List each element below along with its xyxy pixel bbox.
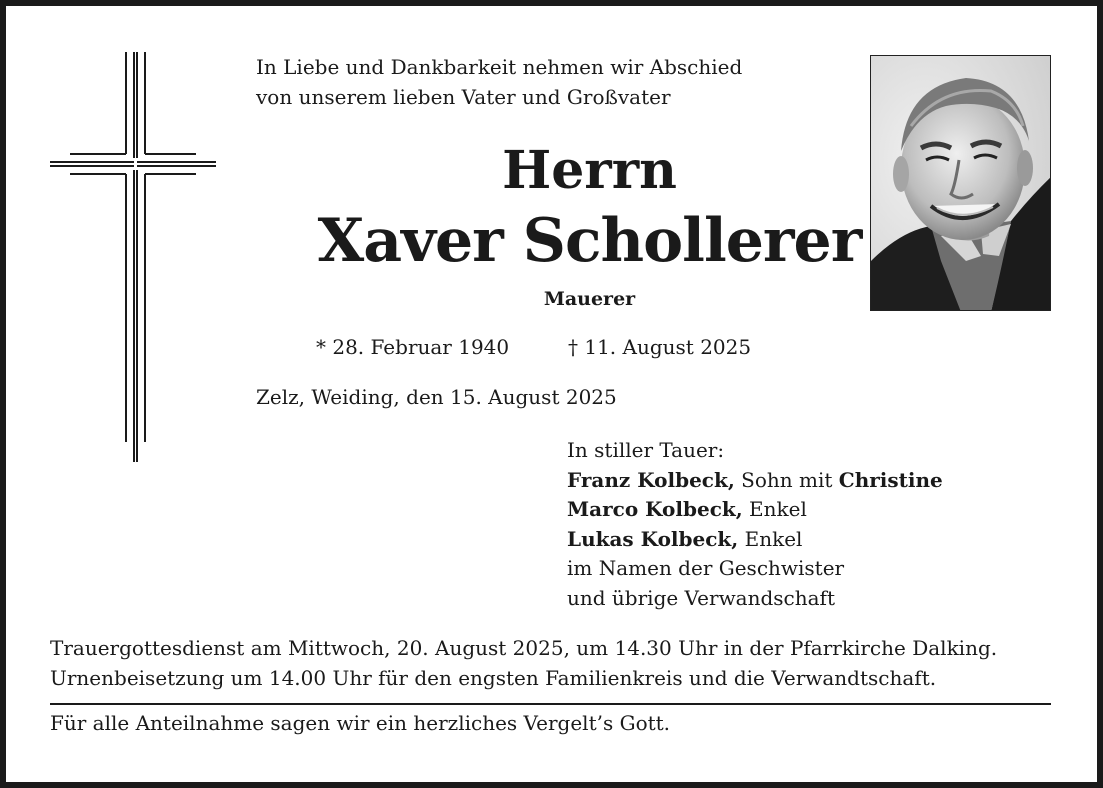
mourner-name: Lukas Kolbeck,: [567, 526, 739, 551]
mourner-relation: Enkel: [738, 526, 803, 551]
birth-date: * 28. Februar 1940: [316, 335, 510, 359]
mourners-siblings: im Namen der Geschwister: [567, 556, 845, 580]
intro-line-2: von unserem lieben Vater und Großvater: [256, 85, 671, 109]
mourners-heading: In stiller Tauer:: [567, 438, 725, 462]
portrait-photo: [870, 55, 1051, 311]
intro-line-1: In Liebe und Dankbarkeit nehmen wir Abschied: [256, 55, 743, 79]
urn-burial-line: Urnenbeisetzung um 14.00 Uhr für den engsten Familienkreis und die Verwandtschaft.: [50, 666, 937, 690]
mourner-entry: [567, 495, 943, 525]
intro-text: [256, 52, 742, 112]
mourner-entry: [567, 466, 943, 496]
thanks-line: Für alle Anteilnahme sagen wir ein herzliches Vergelt’s Gott.: [50, 711, 671, 735]
mourners-block: [567, 436, 943, 613]
divider: [50, 703, 1051, 705]
mourner-entry: [567, 525, 943, 555]
death-date: † 11. August 2025: [568, 335, 752, 359]
mourner-name: Franz Kolbeck,: [567, 467, 735, 492]
service-info: [50, 633, 997, 693]
mourners-relatives: und übrige Verwandschaft: [567, 585, 835, 610]
salutation: Herrn: [502, 140, 677, 201]
funeral-mass-line: Trauergottesdienst am Mittwoch, 20. August 2025, um 14.30 Uhr in der Pfarrkirche Dalking.: [50, 636, 998, 660]
deceased-name: Xaver Schollerer: [317, 206, 862, 276]
place-date: Zelz, Weiding, den 15. August 2025: [256, 385, 617, 409]
mourner-relation: Sohn mit: [734, 467, 839, 492]
mourner-relation: Enkel: [742, 497, 807, 521]
occupation: Mauerer: [543, 288, 636, 310]
mourner-name: Marco Kolbeck,: [567, 497, 743, 521]
mourner-partner: Christine: [838, 467, 943, 492]
